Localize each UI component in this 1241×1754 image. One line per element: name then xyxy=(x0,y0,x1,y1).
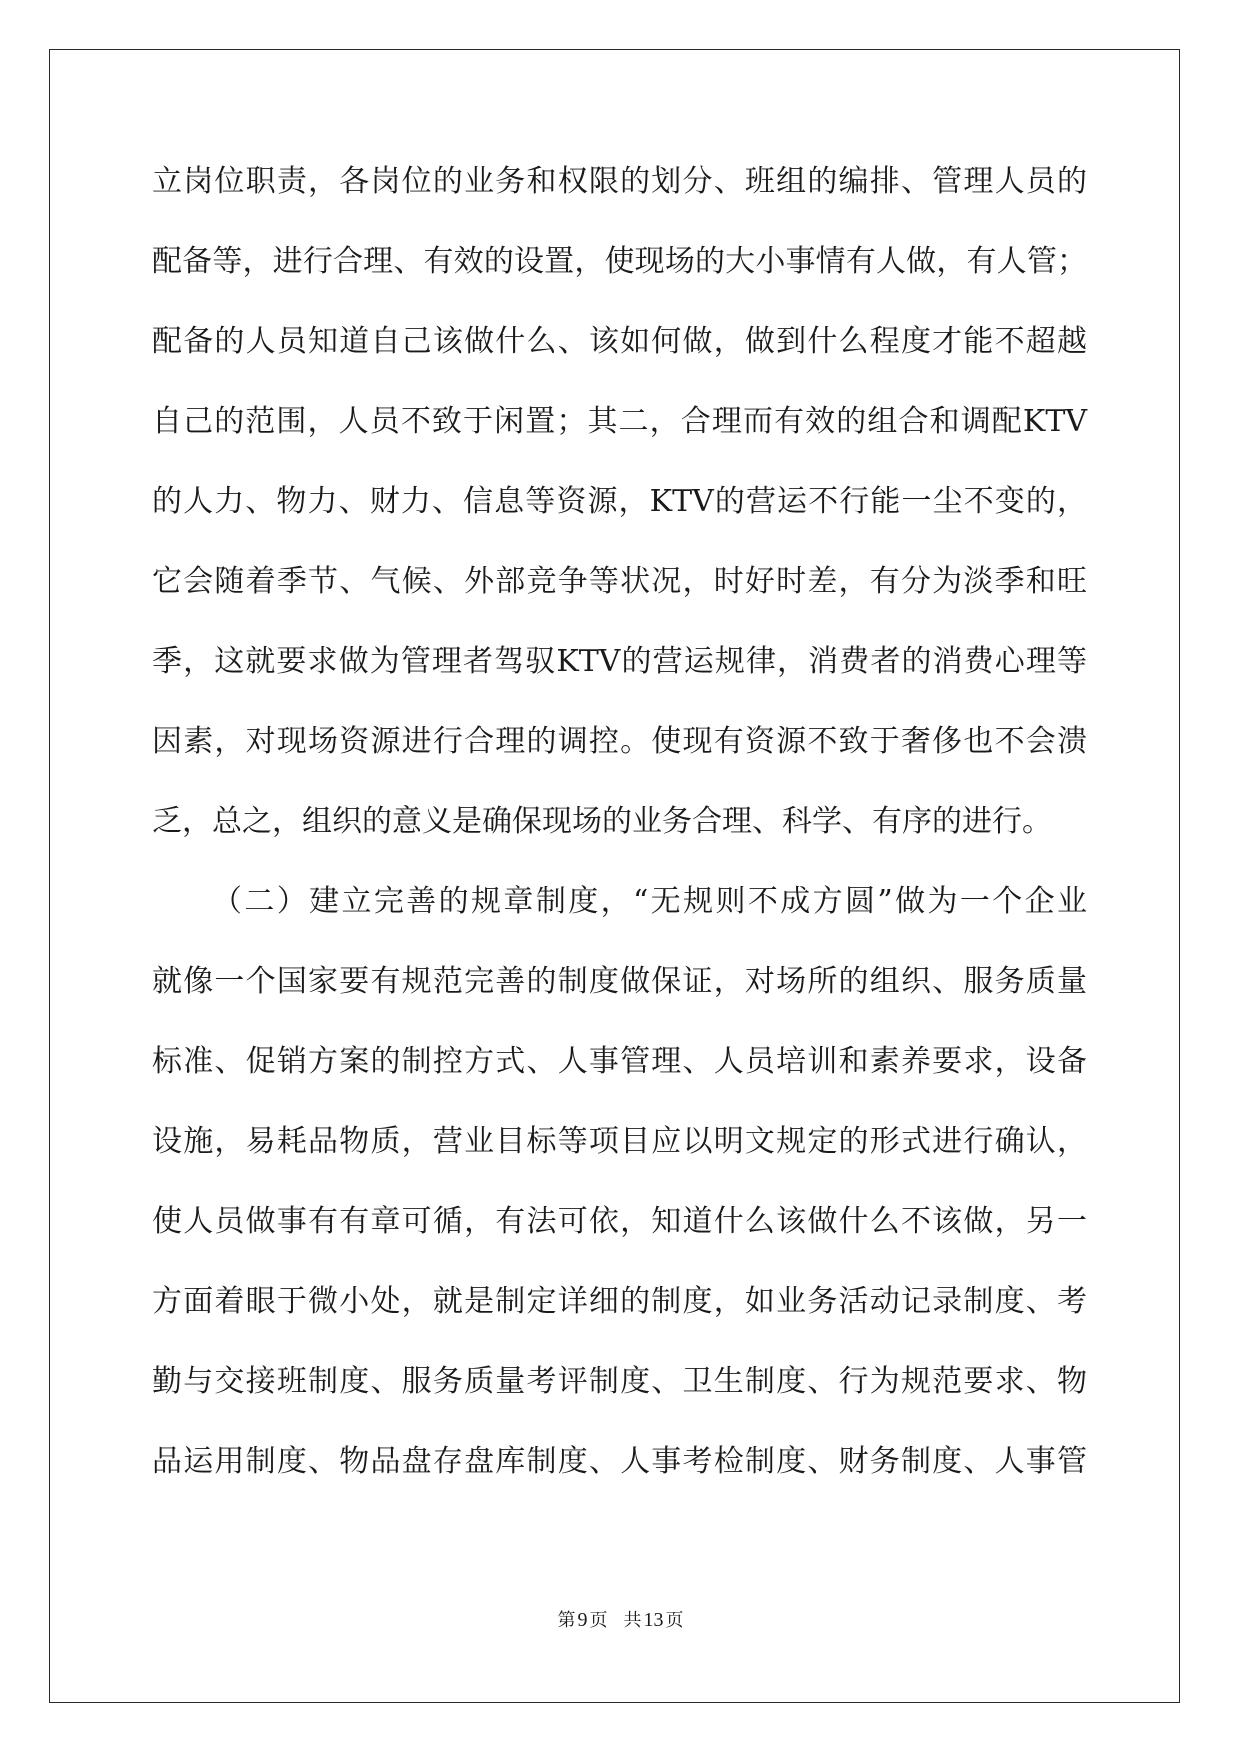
text-line: 勤与交接班制度、服务质量考评制度、卫生制度、行为规范要求、物 xyxy=(152,1364,1087,1399)
text-line: 立岗位职责，各岗位的业务和权限的划分、班组的编排、管理人员的 xyxy=(152,164,1087,199)
text-line: 方面着眼于微小处，就是制定详细的制度，如业务活动记录制度、考 xyxy=(152,1284,1087,1319)
text-line: 设施，易耗品物质，营业目标等项目应以明文规定的形式进行确认， xyxy=(152,1124,1087,1159)
text-line: 的人力、物力、财力、信息等资源，KTV的营运不行能一尘不变的， xyxy=(152,484,1087,519)
text-line: 乏，总之，组织的意义是确保现场的业务合理、科学、有序的进行。 xyxy=(152,804,1052,839)
text-line: 标准、促销方案的制控方式、人事管理、人员培训和素养要求，设备 xyxy=(152,1044,1087,1079)
page-footer xyxy=(0,1608,1241,1633)
text-line: 配备的人员知道自己该做什么、该如何做，做到什么程度才能不超越 xyxy=(152,324,1087,359)
text-line: 使人员做事有有章可循，有法可依，知道什么该做什么不该做，另一 xyxy=(152,1204,1087,1239)
total-suffix: 页 xyxy=(665,1610,684,1631)
total-prefix: 共 xyxy=(623,1610,642,1631)
text-line: 就像一个国家要有规范完善的制度做保证，对场所的组织、服务质量 xyxy=(152,964,1087,999)
body-text xyxy=(152,162,1087,1522)
text-line: 因素，对现场资源进行合理的调控。使现有资源不致于奢侈也不会溃 xyxy=(152,724,1087,759)
text-line: 季，这就要求做为管理者驾驭KTV的营运规律，消费者的消费心理等 xyxy=(152,644,1087,679)
text-line: 配备等，进行合理、有效的设置，使现场的大小事情有人做，有人管； xyxy=(152,244,1087,279)
text-line: 自己的范围，人员不致于闲置；其二，合理而有效的组合和调配KTV xyxy=(152,404,1087,439)
page-prefix: 第 xyxy=(557,1610,576,1631)
page-suffix: 页 xyxy=(589,1610,608,1631)
text-line: 品运用制度、物品盘存盘库制度、人事考检制度、财务制度、人事管 xyxy=(152,1444,1087,1479)
page-number: 9 xyxy=(577,1609,588,1631)
total-pages: 13 xyxy=(643,1609,664,1631)
section-heading-line: （二）建立完善的规章制度，“无规则不成方圆”做为一个企业 xyxy=(212,884,1087,919)
text-line: 它会随着季节、气候、外部竞争等状况，时好时差，有分为淡季和旺 xyxy=(152,564,1087,599)
